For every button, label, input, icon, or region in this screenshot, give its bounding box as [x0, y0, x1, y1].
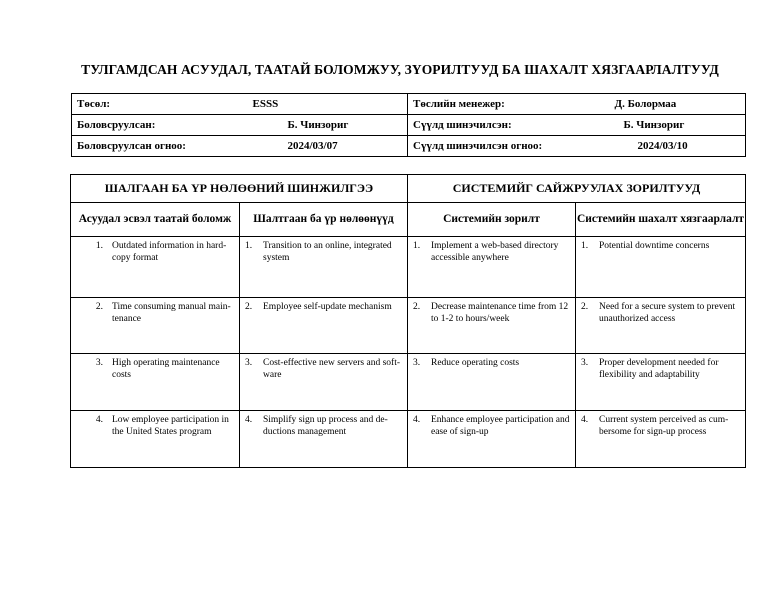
- prepared-date-cell: [72, 136, 408, 157]
- cause-cell: [240, 354, 408, 411]
- document-title: ТУЛГАМДСАН АСУУДАЛ, ТААТАЙ БОЛОМЖУУ, ЗҮОРИЛТУУД БА ШАХАЛТ ХЯЗГААРЛАЛТУУД: [81, 62, 719, 77]
- prepared-date-label: Боловсруулсан огноо:: [77, 140, 186, 152]
- objective-text: Implement a web-based directory accessible anywhere: [431, 241, 559, 263]
- item-number: 2.: [245, 302, 253, 312]
- constraint-cell: [576, 298, 746, 354]
- prepared-date-value: 2024/03/07: [287, 140, 338, 152]
- problem-cell: [71, 354, 240, 411]
- constraint-text: Current system perceived as cum-bersome for sign-up process: [599, 415, 729, 437]
- manager-label: Төслийн менежер:: [413, 98, 505, 110]
- column-header-constraint: Системийн шахалт хязгаарлалт: [576, 203, 746, 237]
- prepared-by-label: Боловсруулсан:: [77, 119, 156, 131]
- item-number: 2.: [95, 302, 103, 312]
- section-heading-analysis: ШАЛГААН БА ҮР НӨЛӨӨНИЙ ШИНЖИЛГЭЭ: [71, 175, 408, 203]
- project-info-table: [71, 93, 746, 157]
- item-number: 3.: [413, 358, 421, 368]
- item-number: 4.: [581, 415, 589, 425]
- cause-text: Simplify sign up process and de-ductions management: [263, 415, 388, 437]
- updated-date-label: Сүүлд шинэчилсэн огноо:: [413, 140, 543, 152]
- column-header-cause: Шалтгаан ба үр нөлөөнүүд: [240, 203, 408, 237]
- item-number: 1.: [581, 241, 589, 251]
- section-heading-objectives: СИСТЕМИЙГ САЙЖРУУЛАХ ЗОРИЛТУУД: [408, 175, 746, 203]
- item-number: 1.: [245, 241, 253, 251]
- table-row: [71, 237, 746, 298]
- table-row: [71, 298, 746, 354]
- item-number: 4.: [413, 415, 421, 425]
- problem-text: High operating maintenance costs: [112, 358, 220, 380]
- item-number: 2.: [581, 302, 589, 312]
- project-cell: [72, 94, 408, 115]
- last-updated-by-label: Сүүлд шинэчилсэн:: [413, 119, 512, 131]
- cause-text: Transition to an online, integrated system: [263, 241, 392, 263]
- objective-cell: [408, 354, 576, 411]
- item-number: 4.: [95, 415, 103, 425]
- info-row: [72, 136, 746, 157]
- objective-text: Decrease maintenance time from 12 to 1-2 to hours/week: [431, 302, 569, 324]
- constraint-cell: [576, 411, 746, 468]
- last-updated-by-value: Б. Чинзориг: [623, 119, 685, 131]
- cause-text: Employee self-update mechanism: [263, 302, 392, 312]
- problem-cell: [71, 237, 240, 298]
- problem-cell: [71, 298, 240, 354]
- constraint-text: Proper development needed for flexibility and adaptability: [599, 358, 719, 380]
- updated-date-cell: [408, 136, 746, 157]
- item-number: 1.: [413, 241, 421, 251]
- prepared-by-value: Б. Чинзориг: [287, 119, 349, 131]
- column-header-row: [71, 203, 746, 237]
- table-row: [71, 411, 746, 468]
- item-number: 1.: [95, 241, 103, 251]
- constraint-text: Need for a secure system to prevent unauthorized access: [599, 302, 736, 324]
- objective-cell: [408, 237, 576, 298]
- cause-cell: [240, 411, 408, 468]
- table-row: [71, 354, 746, 411]
- problem-text: Low employee participation in the United States program: [112, 415, 229, 437]
- objective-cell: [408, 411, 576, 468]
- objective-text: Reduce operating costs: [431, 358, 520, 368]
- item-number: 3.: [95, 358, 103, 368]
- problem-text: Outdated information in hard-copy format: [112, 241, 227, 263]
- constraint-cell: [576, 237, 746, 298]
- prepared-by-cell: [72, 115, 408, 136]
- constraint-cell: [576, 354, 746, 411]
- problem-text: Time consuming manual main-tenance: [112, 302, 231, 324]
- analysis-table: [70, 174, 746, 468]
- manager-value: Д. Болормаа: [614, 98, 677, 110]
- section-header-row: [71, 175, 746, 203]
- objective-text: Enhance employee participation and ease of sign-up: [431, 415, 570, 437]
- column-header-problem: Асуудал эсвэл таатай боломж: [71, 203, 240, 237]
- problem-cell: [71, 411, 240, 468]
- objective-cell: [408, 298, 576, 354]
- updated-date-value: 2024/03/10: [637, 140, 688, 152]
- constraint-text: Potential downtime concerns: [599, 241, 710, 251]
- column-header-objective: Системийн зорилт: [408, 203, 576, 237]
- cause-text: Cost-effective new servers and soft-ware: [263, 358, 400, 380]
- project-value: ESSS: [252, 98, 279, 110]
- info-row: [72, 115, 746, 136]
- item-number: 2.: [413, 302, 421, 312]
- last-updated-by-cell: [408, 115, 746, 136]
- item-number: 3.: [581, 358, 589, 368]
- manager-cell: [408, 94, 746, 115]
- project-label: Төсөл:: [77, 98, 111, 110]
- item-number: 4.: [245, 415, 253, 425]
- info-row: [72, 94, 746, 115]
- cause-cell: [240, 298, 408, 354]
- item-number: 3.: [245, 358, 253, 368]
- cause-cell: [240, 237, 408, 298]
